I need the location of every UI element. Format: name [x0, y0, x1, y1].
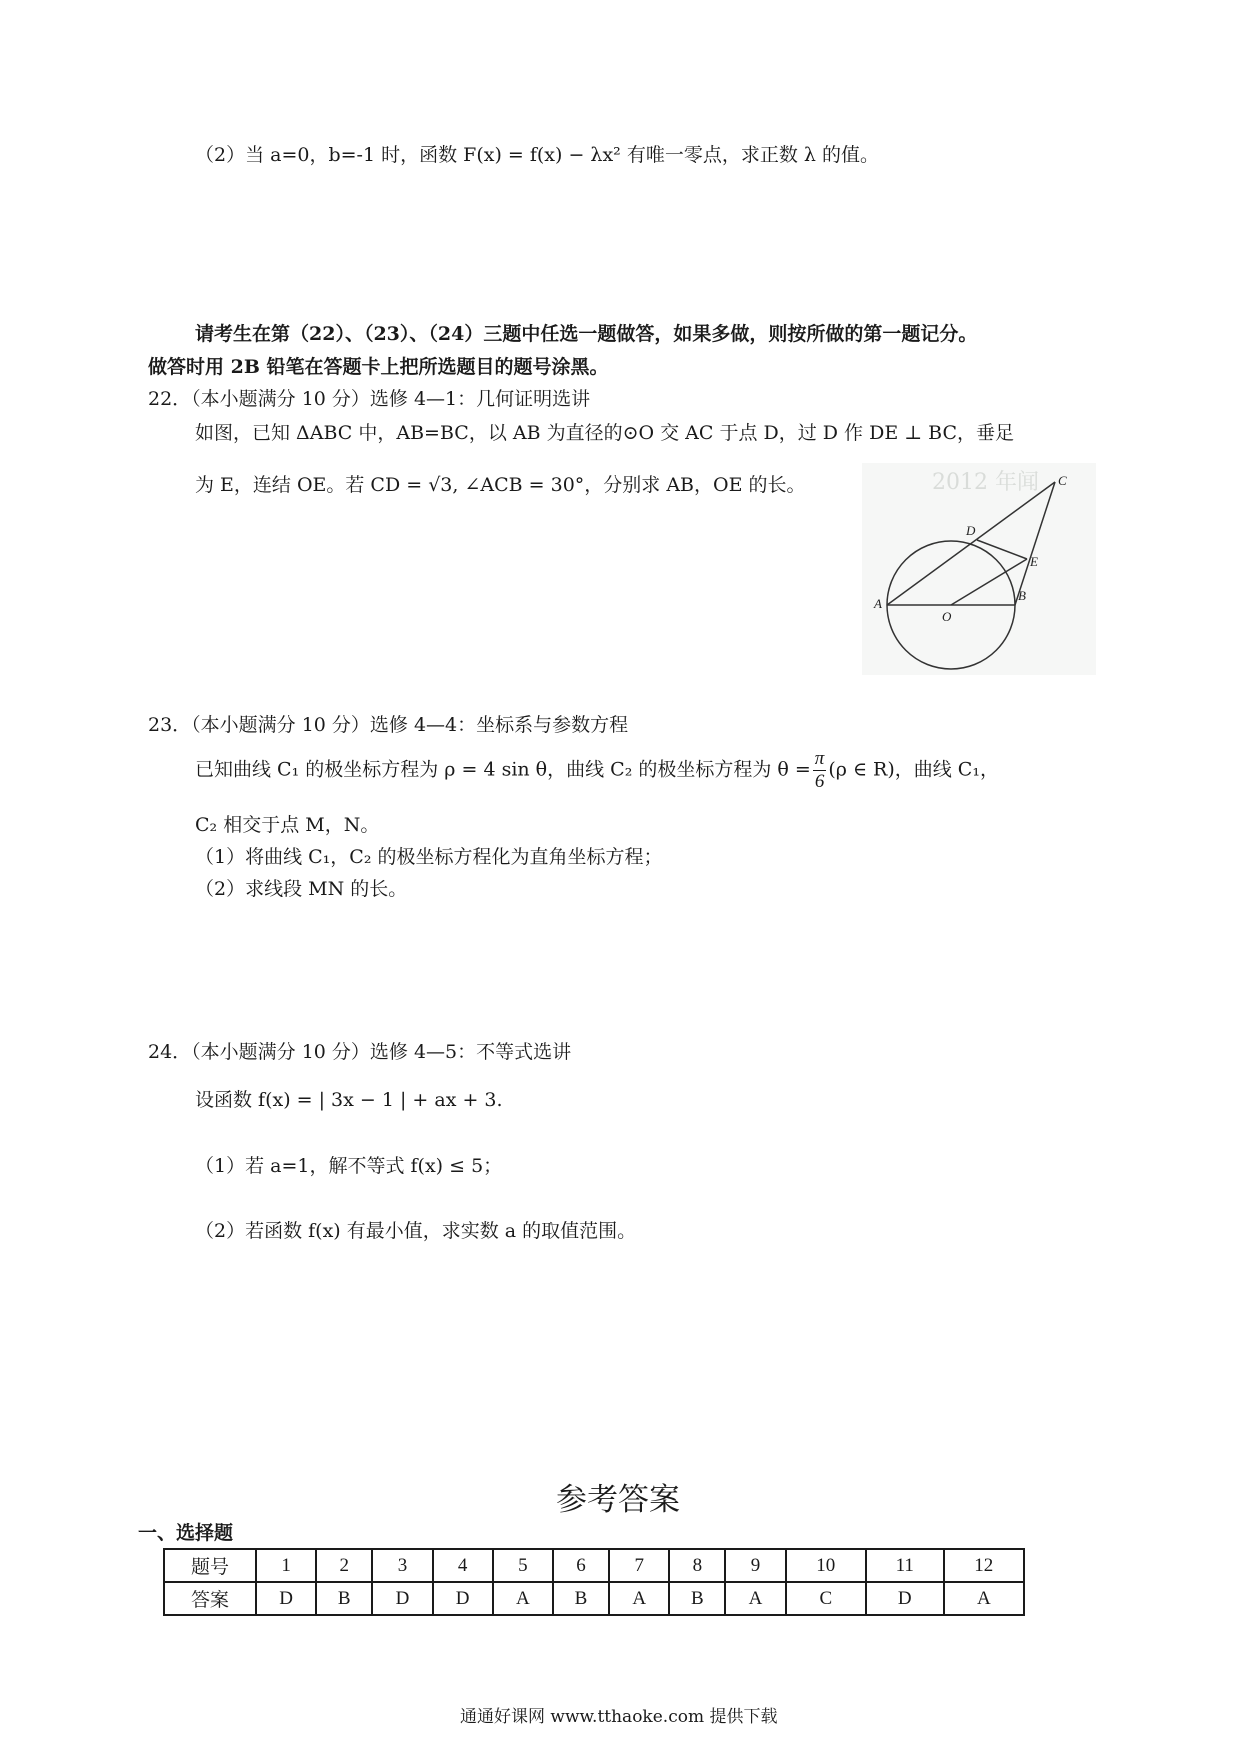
q24-part1: （1）若 a=1，解不等式 f(x) ≤ 5； — [195, 1155, 503, 1177]
label-o: O — [942, 609, 952, 624]
table-cell: 6 — [553, 1549, 609, 1582]
q23-fraction — [813, 748, 827, 793]
table-cell: 8 — [669, 1549, 725, 1582]
table-row-numbers — [164, 1549, 1024, 1582]
table-cell: 9 — [725, 1549, 785, 1582]
table-cell: A — [493, 1582, 553, 1615]
table-cell: D — [372, 1582, 432, 1615]
table-cell: 7 — [609, 1549, 669, 1582]
q23-header: 23．（本小题满分 10 分）选修 4—4：坐标系与参数方程 — [148, 714, 629, 736]
figure-watermark: 2012 年闻 — [932, 470, 1039, 495]
table-cell: B — [316, 1582, 372, 1615]
row-label-answer: 答案 — [164, 1582, 256, 1615]
table-row-answers — [164, 1582, 1024, 1615]
table-cell: 1 — [256, 1549, 316, 1582]
q22-line2: 为 E，连结 OE。若 CD = √3, ∠ACB = 30°，分别求 AB，OE 的长。 — [195, 474, 806, 496]
table-cell: 11 — [866, 1549, 944, 1582]
row-label-number: 题号 — [164, 1549, 256, 1582]
label-c: C — [1058, 473, 1067, 488]
q24-part2: （2）若函数 f(x) 有最小值，求实数 a 的取值范围。 — [195, 1220, 637, 1242]
table-cell: A — [944, 1582, 1024, 1615]
table-cell: D — [433, 1582, 493, 1615]
q22-line1: 如图，已知 ΔABC 中，AB=BC，以 AB 为直径的⊙O 交 AC 于点 D，过 D 作 DE ⊥ BC，垂足 — [195, 422, 1014, 444]
q24-line1: 设函数 f(x) = | 3x − 1 | + ax + 3. — [195, 1089, 503, 1111]
q23-line1 — [195, 748, 999, 793]
fraction-denominator: 6 — [814, 771, 825, 792]
q23-line1-b: (ρ ∈ R)，曲线 C₁， — [828, 758, 999, 781]
label-e: E — [1030, 554, 1038, 569]
footer-text: 通通好课网 www.tthaoke.com 提供下载 — [460, 1707, 778, 1727]
q22-header: 22．（本小题满分 10 分）选修 4—1：几何证明选讲 — [148, 388, 591, 410]
table-cell: B — [553, 1582, 609, 1615]
table-cell: A — [609, 1582, 669, 1615]
answer-table — [163, 1548, 1025, 1616]
table-cell: 2 — [316, 1549, 372, 1582]
table-cell: 3 — [372, 1549, 432, 1582]
q23-line2: C₂ 相交于点 M，N。 — [195, 814, 380, 836]
instructions-line1: 请考生在第（22）、（23）、（24）三题中任选一题做答，如果多做，则按所做的第一题记分。 — [195, 323, 978, 345]
q23-part1: （1）将曲线 C₁，C₂ 的极坐标方程化为直角坐标方程； — [195, 846, 663, 868]
fraction-numerator: π — [814, 748, 825, 769]
table-cell: 12 — [944, 1549, 1024, 1582]
q21-part2: （2）当 a=0，b=-1 时，函数 F(x) = f(x) − λx² 有唯一零点，求正数 λ 的值。 — [195, 144, 879, 166]
q24-header: 24．（本小题满分 10 分）选修 4—5：不等式选讲 — [148, 1041, 572, 1063]
table-cell: A — [725, 1582, 785, 1615]
label-d: D — [966, 523, 976, 538]
table-cell: 10 — [786, 1549, 866, 1582]
table-cell: C — [786, 1582, 866, 1615]
label-a: A — [874, 596, 882, 611]
answers-section: 一、选择题 — [138, 1522, 234, 1544]
q23-part2: （2）求线段 MN 的长。 — [195, 878, 408, 900]
table-cell: 5 — [493, 1549, 553, 1582]
instructions-line2: 做答时用 2B 铅笔在答题卡上把所选题目的题号涂黑。 — [148, 356, 609, 378]
answers-title: 参考答案 — [556, 1482, 680, 1518]
table-cell: B — [669, 1582, 725, 1615]
table-cell: D — [866, 1582, 944, 1615]
table-cell: 4 — [433, 1549, 493, 1582]
label-b: B — [1018, 588, 1026, 603]
q23-line1-a: 已知曲线 C₁ 的极坐标方程为 ρ = 4 sin θ，曲线 C₂ 的极坐标方程为 θ = — [195, 758, 811, 781]
table-cell: D — [256, 1582, 316, 1615]
q22-figure — [862, 463, 1096, 675]
